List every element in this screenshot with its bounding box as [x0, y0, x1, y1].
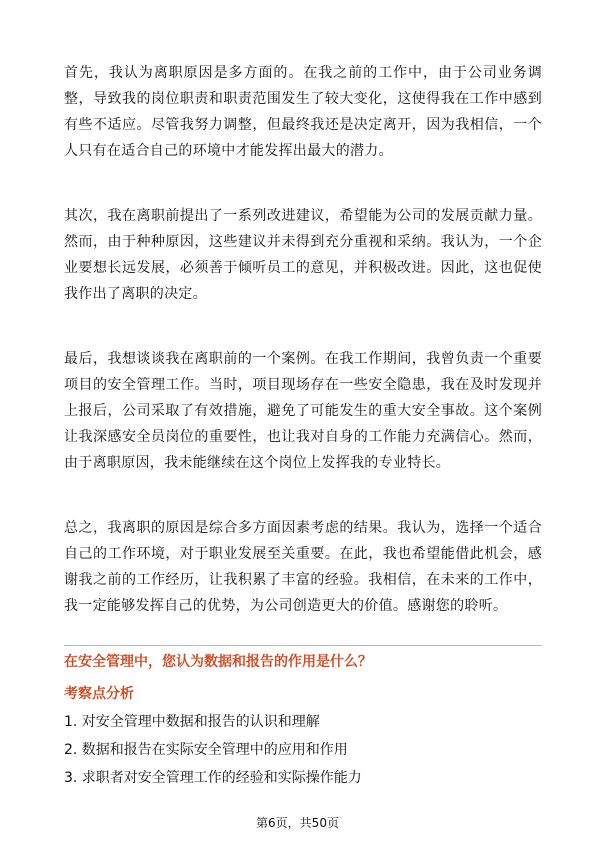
analysis-point-1: 1. 对安全管理中数据和报告的认识和理解	[64, 714, 320, 730]
page-number-footer: 第6页，共50页	[256, 816, 339, 830]
analysis-point-3: 3. 求职者对安全管理工作的经验和实际操作能力	[64, 770, 362, 786]
interview-question: 在安全管理中，您认为数据和报告的作用是什么？	[64, 654, 372, 670]
answer-paragraph-3: 最后，我想谈谈我在离职前的一个案例。在我工作期间，我曾负责一个重要项目的安全管理工作。当时，项目现场存在一些安全隐患，我在及时发现并上报后，公司采取了有效措施，避免了可能发生的重大安全事故。这个案例让我深感安全员岗位的重要性，也让我对自身的工作能力充满信心。然而，由于离职原因，我未能继续在这个岗位上发挥我的专业特长。	[64, 351, 542, 471]
section-divider	[64, 645, 542, 646]
analysis-point-2: 2. 数据和报告在实际安全管理中的应用和作用	[64, 742, 348, 758]
answer-paragraph-4: 总之，我离职的原因是综合多方面因素考虑的结果。我认为，选择一个适合自己的工作环境，对于职业发展至关重要。在此，我也希望能借此机会，感谢我之前的工作经历，让我积累了丰富的经验。我相信，在未来的工作中，我一定能够发挥自己的优势，为公司创造更大的价值。感谢您的聆听。	[64, 520, 542, 614]
answer-paragraph-1: 首先，我认为离职原因是多方面的。在我之前的工作中，由于公司业务调整，导致我的岗位职责和职责范围发生了较大变化，这使得我在工作中感到有些不适应。尽管我努力调整，但最终我还是决定离开，因为我相信，一个人只有在适合自己的环境中才能发挥出最大的潜力。	[64, 65, 542, 159]
answer-paragraph-2: 其次，我在离职前提出了一系列改进建议，希望能为公司的发展贡献力量。然而，由于种种原因，这些建议并未得到充分重视和采纳。我认为，一个企业要想长远发展，必须善于倾听员工的意见，并积极改进。因此，这也促使我作出了离职的决定。	[64, 208, 542, 302]
analysis-heading: 考察点分析	[64, 686, 134, 702]
